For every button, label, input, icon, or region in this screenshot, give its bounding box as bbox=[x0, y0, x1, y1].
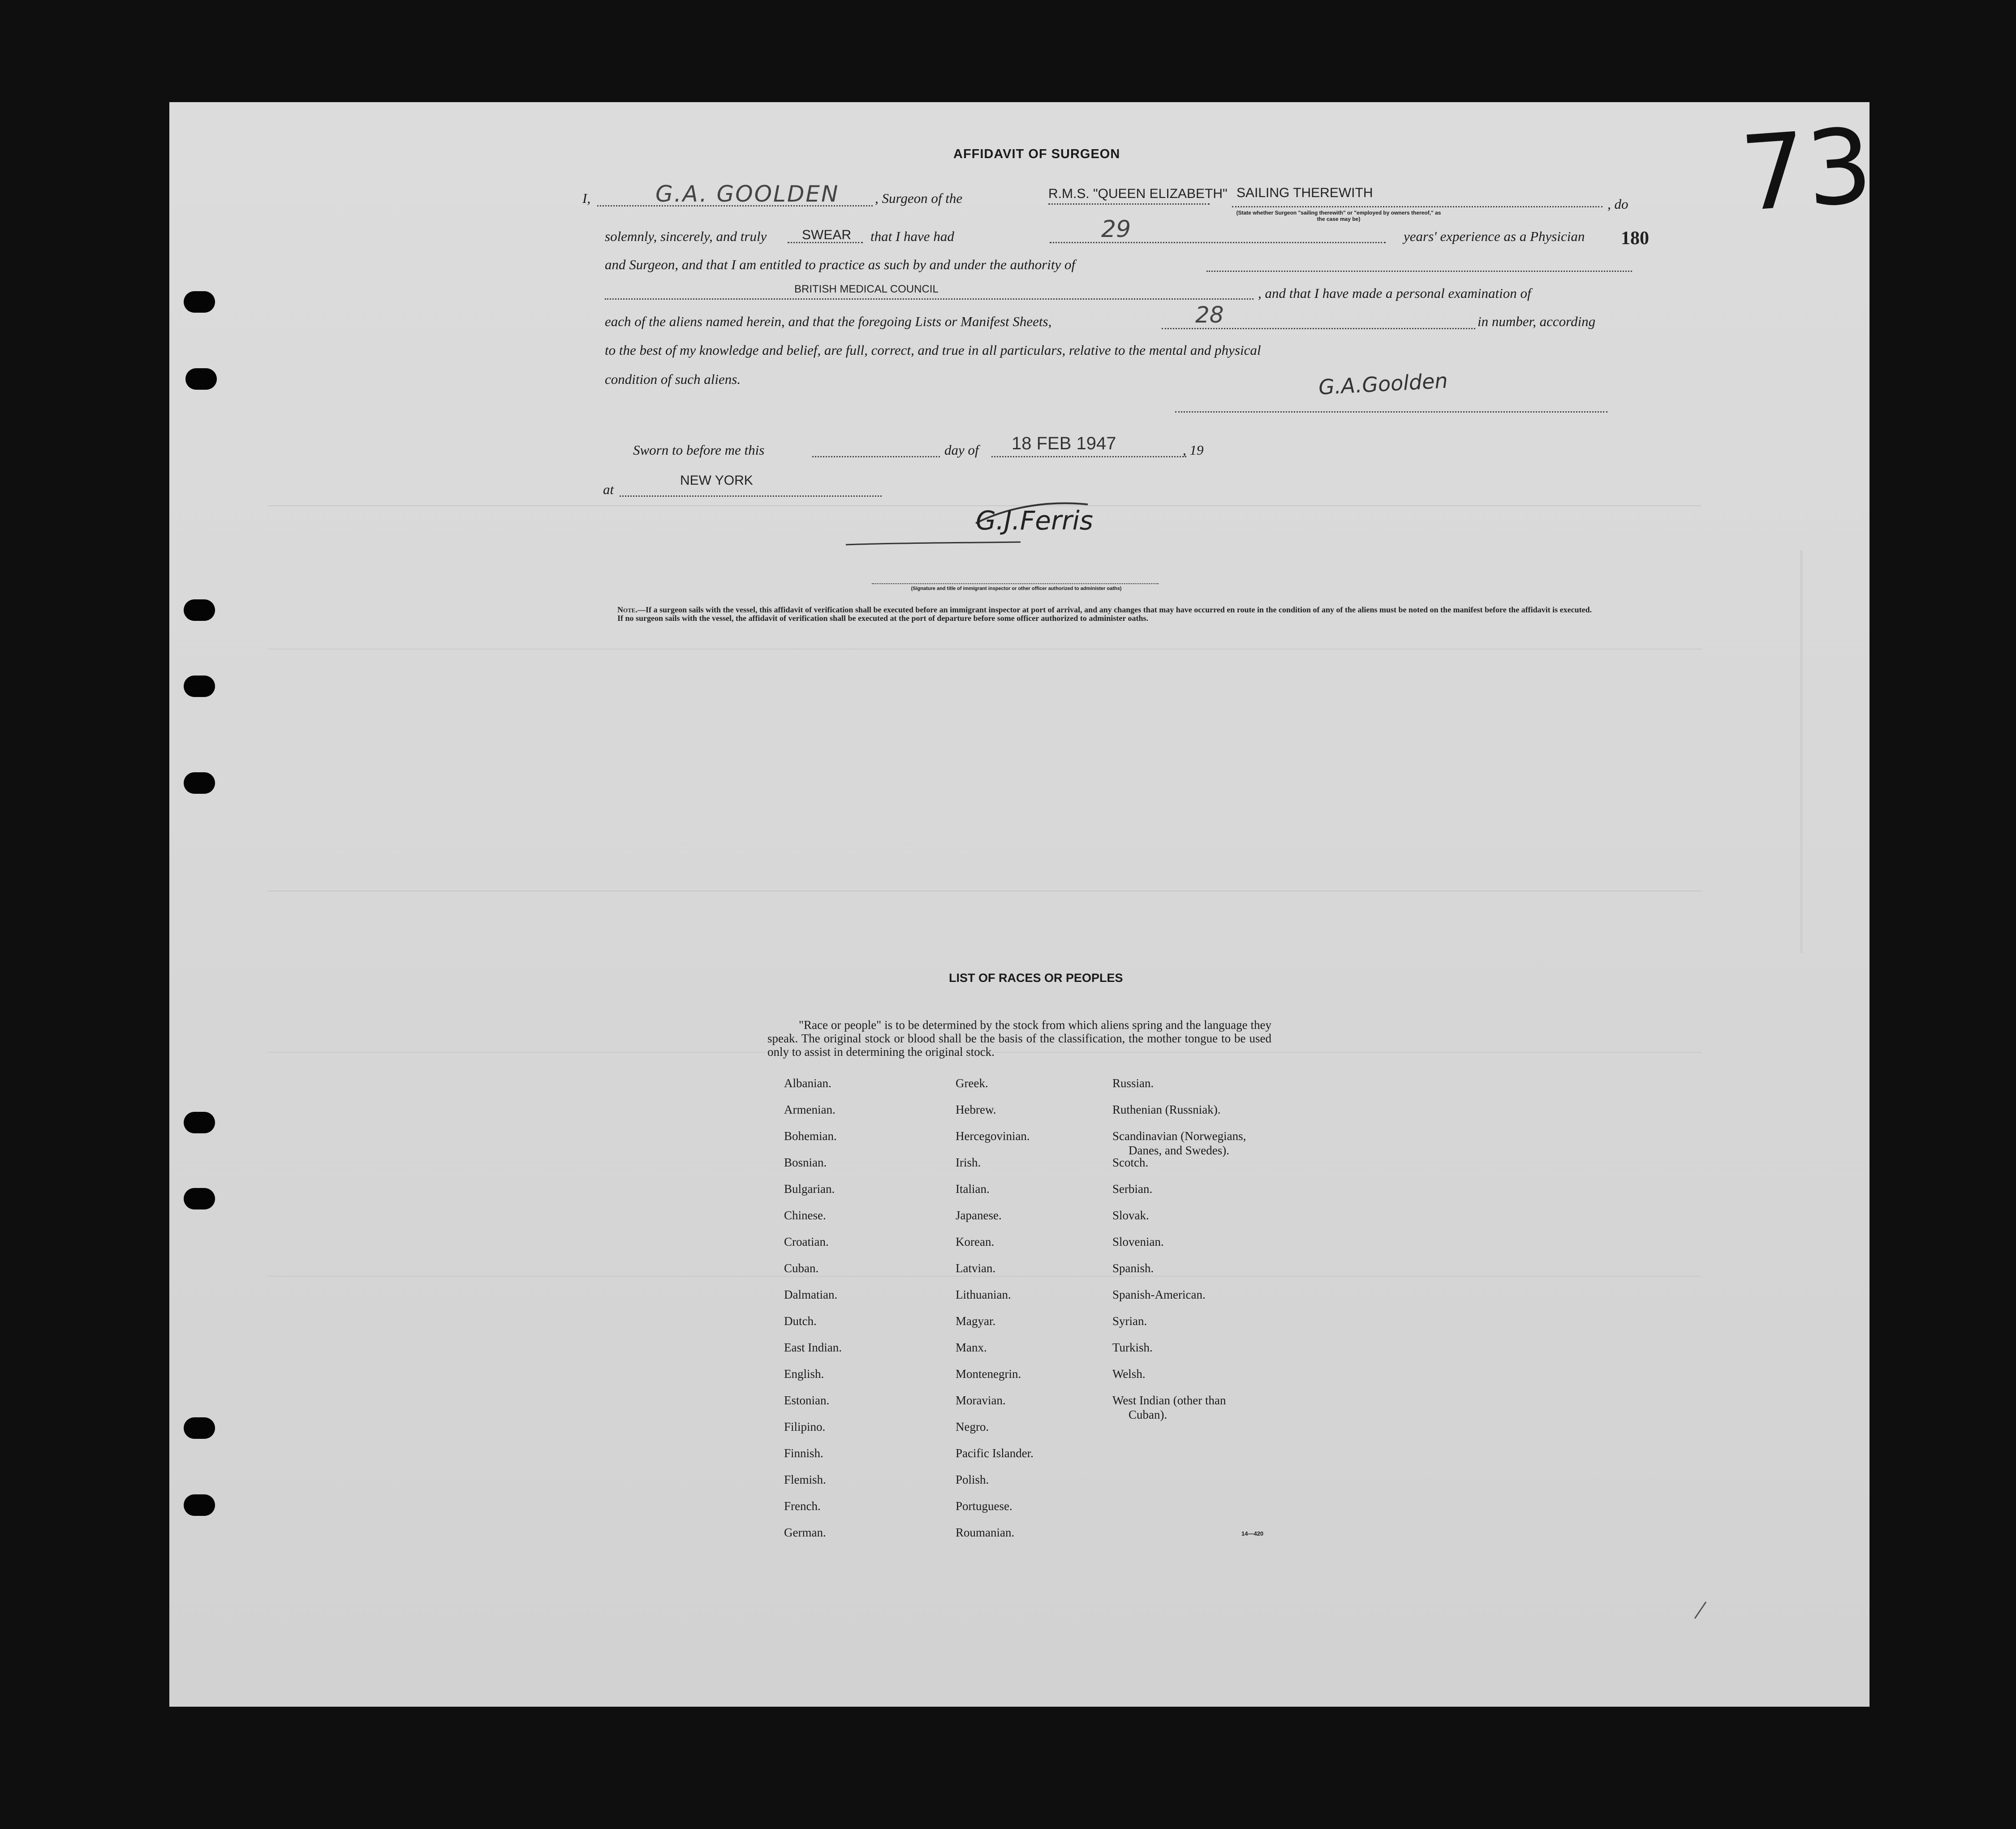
punch-hole bbox=[184, 772, 215, 794]
text-in-number: in number, according bbox=[1478, 314, 1596, 329]
race-item: Scotch. bbox=[1112, 1156, 1149, 1169]
race-item: Ruthenian (Russniak). bbox=[1112, 1103, 1221, 1116]
race-item: Slovak. bbox=[1112, 1209, 1149, 1222]
race-item: Slovenian. bbox=[1112, 1235, 1164, 1248]
race-item: Pacific Islander. bbox=[956, 1446, 1034, 1460]
punch-hole bbox=[184, 291, 215, 313]
race-item: Danes, and Swedes). bbox=[1129, 1144, 1229, 1157]
text-do: , do bbox=[1607, 196, 1628, 212]
race-item: Albanian. bbox=[784, 1076, 831, 1090]
race-item: Hercegovinian. bbox=[956, 1129, 1030, 1143]
note-label: Note. bbox=[617, 605, 638, 614]
text-sworn: Sworn to before me this bbox=[633, 442, 765, 458]
race-item: Manx. bbox=[956, 1341, 987, 1354]
inspector-signature: G.J.Ferris bbox=[976, 505, 1093, 536]
race-item: Spanish-American. bbox=[1112, 1288, 1206, 1301]
page-title: AFFIDAVIT OF SURGEON bbox=[953, 147, 1120, 161]
race-item: Italian. bbox=[956, 1182, 990, 1196]
race-item: German. bbox=[784, 1526, 826, 1539]
oath-line bbox=[788, 242, 863, 243]
race-item: Scandinavian (Norwegians, bbox=[1112, 1129, 1246, 1143]
race-item: Chinese. bbox=[784, 1209, 826, 1222]
race-item: Japanese. bbox=[956, 1209, 1002, 1222]
signature-caption: (Signature and title of immigrant inspector or other officer authorized to administer oaths) bbox=[911, 586, 1122, 591]
years-line bbox=[1050, 242, 1386, 243]
text-at: at bbox=[603, 482, 614, 497]
note-text-2: If no surgeon sails with the vessel, the affidavit of verification shall be executed at the port of departure before some officer authorized to administer oaths. bbox=[617, 614, 1149, 623]
race-item: Bosnian. bbox=[784, 1156, 827, 1169]
races-intro: "Race or people" is to be determined by the stock from which aliens spring and the language they speak. The original stock or blood shall be the basis of the classification, the mother tongue to be used only to assist in determining the original stock. bbox=[767, 1018, 1271, 1059]
race-item: Roumanian. bbox=[956, 1526, 1015, 1539]
status-instruction: (State whether Surgeon "sailing therewith" or "employed by owners thereof," as the case may be) bbox=[1236, 210, 1441, 222]
race-item: Polish. bbox=[956, 1473, 989, 1486]
sheet-count: 28 bbox=[1195, 302, 1224, 328]
punch-hole bbox=[184, 1417, 215, 1439]
race-item: Cuban). bbox=[1129, 1408, 1167, 1421]
race-item: Filipino. bbox=[784, 1420, 826, 1433]
race-item: Bohemian. bbox=[784, 1129, 837, 1143]
race-item: Syrian. bbox=[1112, 1314, 1147, 1328]
punch-hole bbox=[185, 368, 217, 390]
punch-hole bbox=[184, 1494, 215, 1516]
race-item: Croatian. bbox=[784, 1235, 829, 1248]
text-nineteen: , 19 bbox=[1183, 442, 1204, 458]
name-line bbox=[597, 205, 873, 207]
sworn-place: NEW YORK bbox=[680, 473, 753, 488]
text-authority-intro: and Surgeon, and that I am entitled to practice as such by and under the authority of bbox=[605, 257, 1076, 272]
race-item: Dutch. bbox=[784, 1314, 817, 1328]
authority-line-1 bbox=[1206, 271, 1632, 272]
race-item: Dalmatian. bbox=[784, 1288, 838, 1301]
note-text: —If a surgeon sails with the vessel, this affidavit of verification shall be executed before an immigrant inspector at port of arrival, and any changes that may have occurred en route in the condition of any of the aliens must be noted on the manifest before the affidavit is executed. bbox=[637, 605, 1592, 614]
document-sheet bbox=[169, 102, 1876, 1707]
handwritten-page-number: 73 bbox=[1737, 106, 1876, 235]
race-item: Greek. bbox=[956, 1076, 988, 1090]
race-item: Moravian. bbox=[956, 1394, 1006, 1407]
race-item: Portuguese. bbox=[956, 1499, 1012, 1513]
text-that-i-have-had: that I have had bbox=[870, 228, 954, 244]
text-i: I, bbox=[582, 190, 591, 206]
race-item: Irish. bbox=[956, 1156, 981, 1169]
race-item: Finnish. bbox=[784, 1446, 823, 1460]
race-item: Welsh. bbox=[1112, 1367, 1146, 1381]
sheet-count-line bbox=[1162, 328, 1475, 329]
race-item: Spanish. bbox=[1112, 1261, 1154, 1275]
sworn-date: 18 FEB 1947 bbox=[1012, 434, 1116, 453]
race-item: Serbian. bbox=[1112, 1182, 1153, 1196]
text-knowledge-belief: to the best of my knowledge and belief, are full, correct, and true in all particulars, relative to the mental and physical bbox=[605, 342, 1261, 358]
race-item: Turkish. bbox=[1112, 1341, 1153, 1354]
race-item: Armenian. bbox=[784, 1103, 836, 1116]
punch-hole bbox=[184, 599, 215, 621]
ship-line bbox=[1048, 203, 1210, 205]
years-experience: 29 bbox=[1101, 216, 1131, 243]
race-item: Cuban. bbox=[784, 1261, 819, 1275]
text-personal-exam: , and that I have made a personal examination of bbox=[1258, 285, 1531, 301]
inspector-line bbox=[872, 583, 1159, 584]
race-item: Latvian. bbox=[956, 1261, 996, 1275]
text-day-of: day of bbox=[944, 442, 979, 458]
race-item: Flemish. bbox=[784, 1473, 826, 1486]
sworn-date-line bbox=[991, 456, 1186, 457]
race-item: Negro. bbox=[956, 1420, 989, 1433]
race-item: Bulgarian. bbox=[784, 1182, 835, 1196]
status-line bbox=[1232, 206, 1602, 207]
text-aliens-named: each of the aliens named herein, and that the foregoing Lists or Manifest Sheets, bbox=[605, 314, 1052, 329]
race-item: Lithuanian. bbox=[956, 1288, 1011, 1301]
race-item: East Indian. bbox=[784, 1341, 842, 1354]
text-solemnly: solemnly, sincerely, and truly bbox=[605, 228, 767, 244]
pencil-mark bbox=[1693, 1598, 1710, 1621]
ship-name: R.M.S. "QUEEN ELIZABETH" bbox=[1048, 186, 1228, 201]
race-item: Magyar. bbox=[956, 1314, 996, 1328]
punch-hole bbox=[184, 676, 215, 697]
sailing-status: SAILING THEREWITH bbox=[1236, 185, 1373, 200]
text-years-experience: years' experience as a Physician bbox=[1404, 228, 1585, 244]
text-condition: condition of such aliens. bbox=[605, 371, 741, 387]
stamped-page-number: 180 bbox=[1621, 228, 1649, 249]
race-item: Montenegrin. bbox=[956, 1367, 1021, 1381]
punch-hole bbox=[184, 1188, 215, 1209]
race-item: Estonian. bbox=[784, 1394, 830, 1407]
sworn-day-line bbox=[812, 456, 940, 457]
signature-line bbox=[1175, 411, 1607, 413]
race-item: French. bbox=[784, 1499, 821, 1513]
oath-type: SWEAR bbox=[802, 228, 852, 242]
note-block bbox=[602, 606, 1632, 623]
race-item: Korean. bbox=[956, 1235, 995, 1248]
surgeon-name: G.A. GOOLDEN bbox=[655, 181, 840, 207]
text-surgeon-of: , Surgeon of the bbox=[875, 190, 963, 206]
authority-line-2 bbox=[605, 298, 1254, 300]
surgeon-signature: G.A.Goolden bbox=[1318, 368, 1448, 400]
form-number: 14—420 bbox=[1241, 1530, 1264, 1537]
race-item: Hebrew. bbox=[956, 1103, 996, 1116]
race-item: English. bbox=[784, 1367, 824, 1381]
race-item: West Indian (other than bbox=[1112, 1394, 1226, 1407]
race-item: Russian. bbox=[1112, 1076, 1154, 1090]
punch-hole bbox=[184, 1112, 215, 1133]
races-title: LIST OF RACES OR PEOPLES bbox=[949, 971, 1123, 985]
authority-name: BRITISH MEDICAL COUNCIL bbox=[794, 283, 939, 295]
